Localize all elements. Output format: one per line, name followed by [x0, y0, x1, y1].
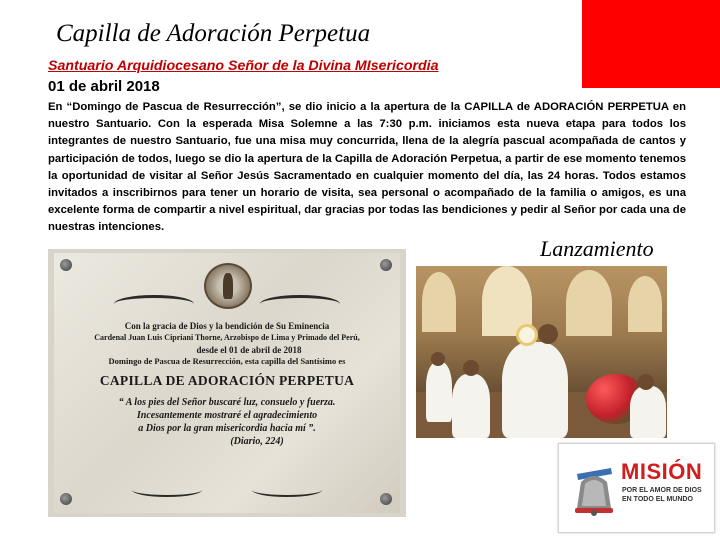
person-head — [538, 324, 558, 344]
photo-caption: Lanzamiento — [540, 236, 654, 261]
altar-server — [630, 386, 666, 438]
plaque-line: Con la gracia de Dios y la bendición de Su Eminencia — [124, 321, 330, 331]
monstrance — [516, 324, 538, 346]
red-corner-block — [582, 0, 720, 88]
event-date: 01 de abril 2018 — [48, 78, 160, 95]
plaque-quote: Incesantemente mostraré el agradecimiento — [136, 410, 318, 421]
main-celebrant — [502, 342, 568, 438]
plaque-quote: a Dios por la gran misericordia hacia mí ”. — [138, 423, 316, 434]
plaque-line: Domingo de Pascua de Resurrección, esta capilla del Santísimo es — [108, 356, 346, 366]
ornament-right — [260, 295, 340, 313]
plaque-quote: “ A los pies del Señor buscaré luz, consuelo y fuerza. — [118, 397, 336, 408]
plaque-heading: CAPILLA DE ADORACIÓN PERPETUA — [99, 373, 355, 388]
body-paragraph: En “Domingo de Pascua de Resurrección”, se dio inicio a la apertura de la CAPILLA de ADORACIÓN PERPETUA en nuestro Santuario. Con la esperada Misa Solemne a las 7:30 p.m. iniciamos esta nueva etapa para todos los integrantes de nuestro Santuario, fue una misa muy concurrida, llena de la alegría pascual acompañada de cantos y participación de todos, luego se dio la apertura de la Capilla de Adoración Perpetua, a partir de ese momento tenemos la oportunidad de visitar al Señor Jesús Sacramentado en cualquier momento del día, las 24 horas. Todos estamos invitados a inscribirnos para tener un horario de visita, sea personal o acompañado de la familia o amigos, es una excelente forma de compartir a nivel espiritual, dar gracias por todas las bendiciones y pedir al Señor por cada una de nuestras intenciones. — [48, 101, 686, 234]
sanctuary-subtitle: Santuario Arquidiocesano Señor de la Divina MIsericordia — [48, 58, 439, 74]
plaque-screw — [380, 259, 392, 271]
plaque-photo — [48, 249, 406, 517]
priest — [452, 374, 490, 438]
plaque-line: desde el 01 de abril de 2018 — [196, 345, 302, 355]
mision-logo — [558, 443, 715, 533]
page-title: Capilla de Adoración Perpetua — [56, 20, 371, 47]
person-head — [431, 352, 445, 366]
logo-tagline-line: POR EL AMOR DE DIOS — [622, 487, 702, 494]
plaque-line: Cardenal Juan Luis Cipriani Thorne, Arzobispo de Lima y Primado del Perú, — [94, 333, 360, 342]
divine-mercy-medallion — [204, 263, 252, 309]
ornament-bottom-right — [252, 483, 322, 497]
logo-title: MISIÓN — [621, 459, 703, 484]
logo-tagline — [622, 486, 702, 504]
church-arch — [628, 276, 662, 332]
altar-server — [426, 362, 452, 422]
church-arch — [422, 272, 456, 332]
person-head — [638, 374, 654, 390]
plaque-screw — [60, 259, 72, 271]
launch-photo — [416, 266, 667, 438]
plaque-screw — [380, 493, 392, 505]
bell-icon — [571, 462, 617, 516]
person-head — [463, 360, 479, 376]
ornament-left — [114, 295, 194, 313]
plaque-screw — [60, 493, 72, 505]
plaque-quote-source: (Diario, 224) — [230, 436, 284, 447]
ornament-bottom-left — [132, 483, 202, 497]
church-arch — [566, 270, 612, 336]
logo-tagline-line: EN TODO EL MUNDO — [622, 496, 693, 503]
